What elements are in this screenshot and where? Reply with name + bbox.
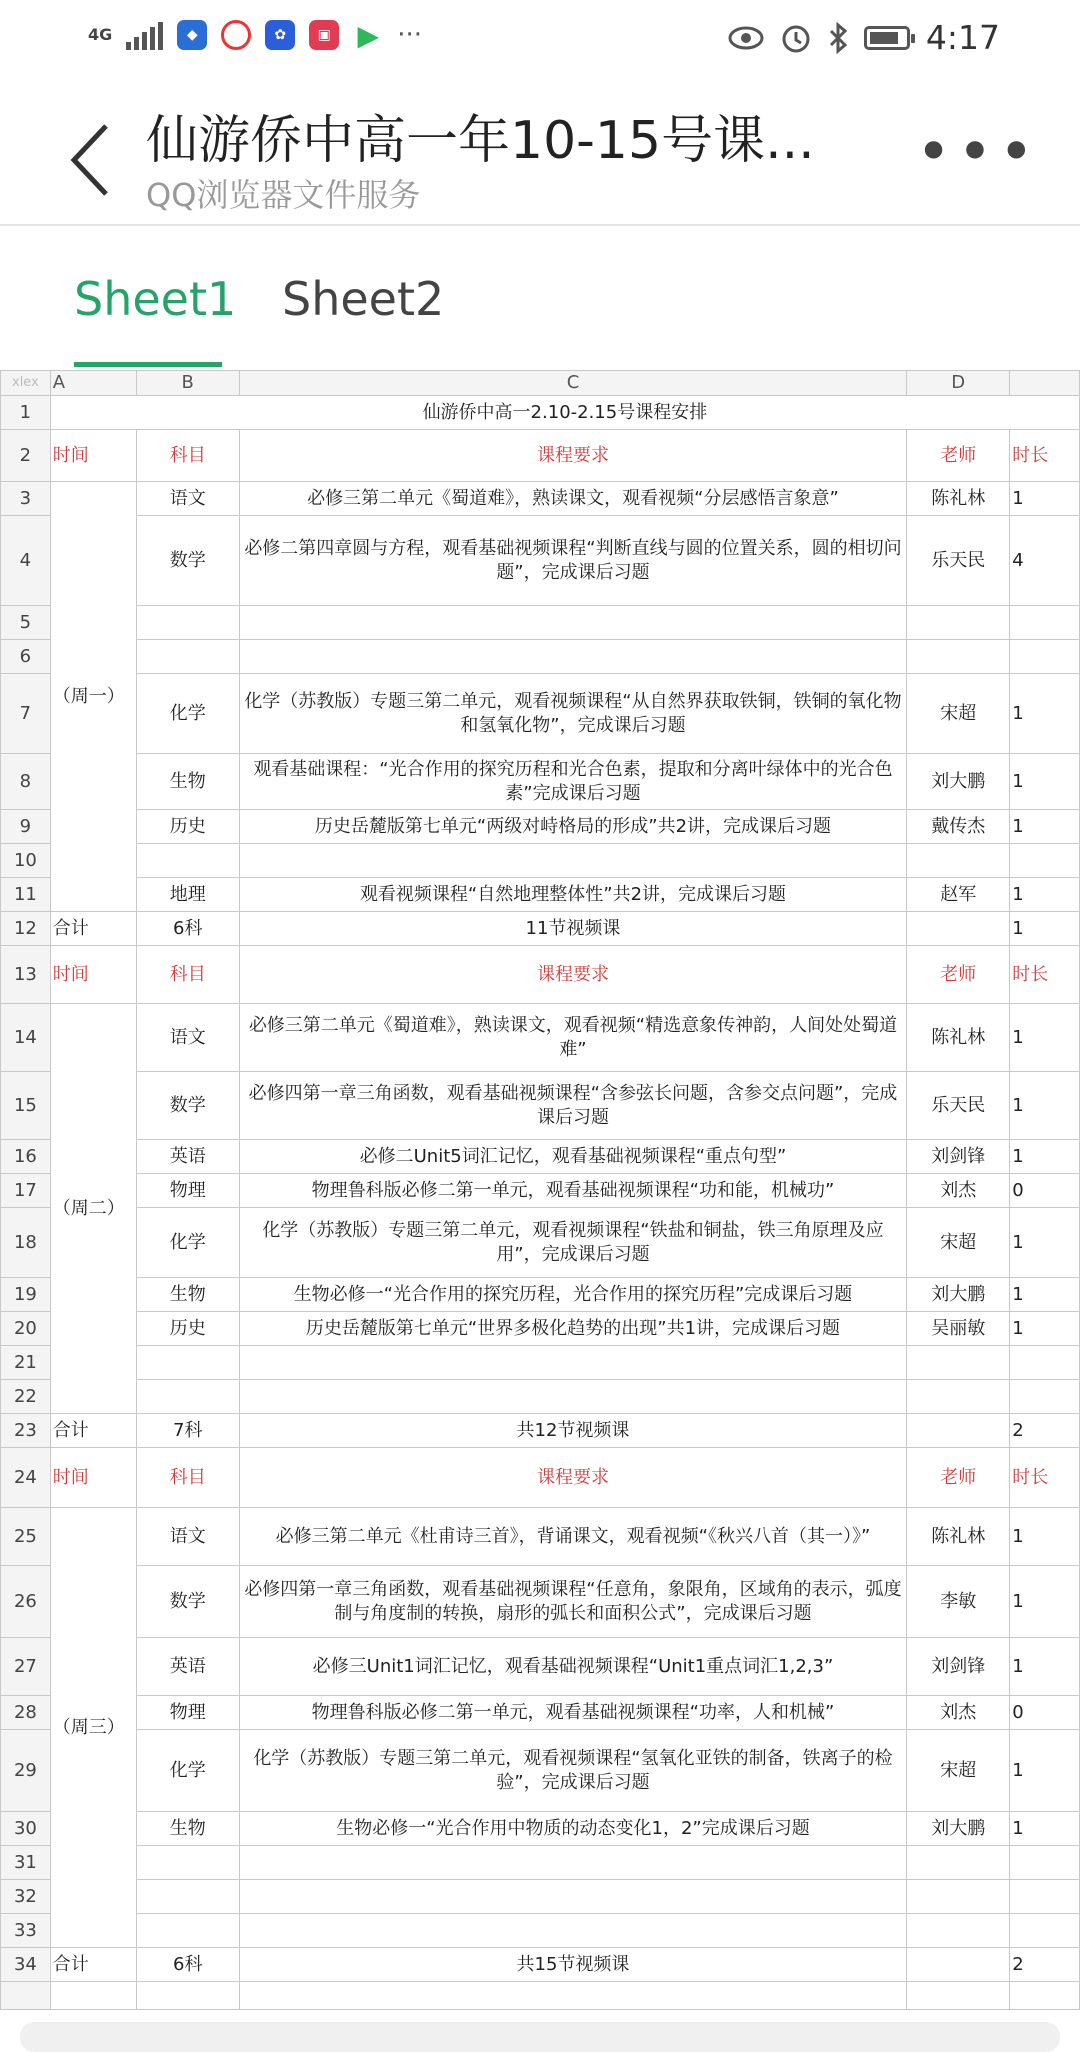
duration-cell[interactable]: 0	[1010, 1174, 1080, 1208]
requirement-cell[interactable]: 必修三第二单元《杜甫诗三首》，背诵课文，观看视频“《秋兴八首（其一）》”	[239, 1508, 906, 1566]
shield-app-icon: ◆	[177, 20, 207, 50]
subject-cell[interactable]: 数学	[136, 516, 239, 606]
requirement-cell[interactable]: 观看视频课程“自然地理整体性”共2讲，完成课后习题	[239, 878, 906, 912]
requirement-cell[interactable]	[239, 1880, 906, 1914]
bottom-bar	[20, 2022, 1060, 2052]
table-row	[1, 1566, 1080, 1638]
subject-cell[interactable]: 化学	[136, 1208, 239, 1278]
empty-cell[interactable]	[50, 1982, 136, 2010]
subject-cell[interactable]: 化学	[136, 674, 239, 754]
header-subject[interactable]: 科目	[136, 946, 239, 1004]
duration-cell[interactable]: 1	[1010, 1312, 1080, 1346]
requirement-cell[interactable]: 观看基础课程：“光合作用的探究历程和光合色素，提取和分离叶绿体中的光合色素”完成课后习题	[239, 754, 906, 810]
table-row	[1, 1346, 1080, 1380]
subject-cell[interactable]: 英语	[136, 1638, 239, 1696]
teacher-cell[interactable]: 赵军	[907, 878, 1010, 912]
subject-cell[interactable]: 6科	[136, 1948, 239, 1982]
row-number[interactable]: 1	[1, 396, 51, 430]
document-title: 仙游侨中高一年10-15号课...	[146, 111, 815, 171]
row-number[interactable]: 8	[1, 754, 51, 810]
row-number[interactable]	[1, 1982, 51, 2010]
table-row	[1, 810, 1080, 844]
eye-icon	[728, 25, 764, 51]
table-row	[1, 1140, 1080, 1174]
requirement-cell[interactable]: 历史岳麓版第七单元“两级对峙格局的形成”共2讲，完成课后习题	[239, 810, 906, 844]
teacher-cell[interactable]: 吴丽敏	[907, 1312, 1010, 1346]
duration-cell[interactable]	[1010, 844, 1080, 878]
duration-cell[interactable]: 1	[1010, 912, 1080, 946]
teacher-cell[interactable]	[907, 912, 1010, 946]
teacher-cell[interactable]: 陈礼林	[907, 1004, 1010, 1072]
duration-cell[interactable]	[1010, 1846, 1080, 1880]
duration-cell[interactable]: 1	[1010, 1508, 1080, 1566]
table-row	[1, 946, 1080, 1004]
subject-cell[interactable]	[136, 1846, 239, 1880]
row-number[interactable]: 31	[1, 1846, 51, 1880]
table-row	[1, 878, 1080, 912]
app-header	[0, 80, 1080, 226]
sheet-title-cell[interactable]: 仙游侨中高一2.10-2.15号课程安排	[50, 396, 1079, 430]
column-header-B[interactable]: B	[136, 371, 239, 396]
day-cell[interactable]: （周一）	[50, 482, 136, 912]
column-header-row	[1, 371, 1080, 396]
duration-cell[interactable]	[1010, 1982, 1080, 2010]
row-number[interactable]: 25	[1, 1508, 51, 1566]
battery-icon	[864, 26, 910, 50]
status-bar	[0, 0, 1080, 80]
row-number[interactable]: 26	[1, 1566, 51, 1638]
row-number[interactable]: 18	[1, 1208, 51, 1278]
teacher-cell[interactable]: 乐天民	[907, 516, 1010, 606]
teacher-cell[interactable]: 刘杰	[907, 1696, 1010, 1730]
table-row	[1, 1948, 1080, 1982]
teacher-cell[interactable]: 陈礼林	[907, 482, 1010, 516]
row-number[interactable]: 21	[1, 1346, 51, 1380]
day-cell[interactable]: （周三）	[50, 1508, 136, 1948]
row-number[interactable]: 14	[1, 1004, 51, 1072]
duration-cell[interactable]: 1	[1010, 1730, 1080, 1812]
teacher-cell[interactable]: 宋超	[907, 674, 1010, 754]
requirement-cell[interactable]: 必修四第一章三角函数，观看基础视频课程“含参弦长问题，含参交点问题”，完成课后习题	[239, 1072, 906, 1140]
subject-cell[interactable]	[136, 1380, 239, 1414]
teacher-cell[interactable]	[907, 844, 1010, 878]
header-duration[interactable]: 时长	[1010, 430, 1080, 482]
duration-cell[interactable]: 1	[1010, 482, 1080, 516]
network-type: 4G	[88, 25, 113, 44]
row-number[interactable]: 29	[1, 1730, 51, 1812]
duration-cell[interactable]: 1	[1010, 1004, 1080, 1072]
subject-cell[interactable]	[136, 1914, 239, 1948]
subject-cell[interactable]	[136, 1982, 239, 2010]
table-row	[1, 844, 1080, 878]
requirement-cell[interactable]: 必修二Unit5词汇记忆，观看基础视频课程“重点句型”	[239, 1140, 906, 1174]
subject-cell[interactable]: 语文	[136, 1004, 239, 1072]
table-row	[1, 1414, 1080, 1448]
duration-cell[interactable]	[1010, 1346, 1080, 1380]
teacher-cell[interactable]	[907, 1880, 1010, 1914]
baidu-app-icon: ✿	[265, 20, 295, 50]
header-requirement[interactable]: 课程要求	[239, 1448, 906, 1508]
teacher-cell[interactable]: 刘大鹏	[907, 1278, 1010, 1312]
subject-cell[interactable]: 物理	[136, 1696, 239, 1730]
column-header-E[interactable]	[1010, 371, 1080, 396]
back-arrow-icon[interactable]	[66, 120, 122, 200]
table-row	[1, 754, 1080, 810]
header-duration[interactable]: 时长	[1010, 946, 1080, 1004]
header-teacher[interactable]: 老师	[907, 946, 1010, 1004]
table-row	[1, 1508, 1080, 1566]
duration-cell[interactable]	[1010, 1880, 1080, 1914]
teacher-cell[interactable]	[907, 1346, 1010, 1380]
teacher-cell[interactable]	[907, 1846, 1010, 1880]
teacher-cell[interactable]: 戴传杰	[907, 810, 1010, 844]
teacher-cell[interactable]: 宋超	[907, 1730, 1010, 1812]
teacher-cell[interactable]: 李敏	[907, 1566, 1010, 1638]
day-cell[interactable]: （周二）	[50, 1004, 136, 1414]
row-number[interactable]: 30	[1, 1812, 51, 1846]
table-row	[1, 430, 1080, 482]
table-row	[1, 912, 1080, 946]
row-number[interactable]: 3	[1, 482, 51, 516]
requirement-cell[interactable]: 历史岳麓版第七单元“世界多极化趋势的出现”共1讲，完成课后习题	[239, 1312, 906, 1346]
subject-cell[interactable]	[136, 844, 239, 878]
table-row	[1, 1208, 1080, 1278]
requirement-cell[interactable]: 必修四第一章三角函数，观看基础视频课程“任意角，象限角，区域角的表示，弧度制与角度制的转换，扇形的弧长和面积公式”，完成课后习题	[239, 1566, 906, 1638]
table-row	[1, 516, 1080, 606]
subject-cell[interactable]: 物理	[136, 1174, 239, 1208]
teacher-cell[interactable]: 刘剑锋	[907, 1638, 1010, 1696]
subject-cell[interactable]: 生物	[136, 754, 239, 810]
requirement-cell[interactable]: 物理鲁科版必修二第一单元，观看基础视频课程“功率，人和机械”	[239, 1696, 906, 1730]
requirement-cell[interactable]: 化学（苏教版）专题三第二单元，观看视频课程“从自然界获取铁铜，铁铜的氧化物和氢氧化物”，完成课后习题	[239, 674, 906, 754]
requirement-cell[interactable]	[239, 1380, 906, 1414]
video-app-icon: ▶	[353, 20, 383, 50]
row-number[interactable]: 4	[1, 516, 51, 606]
header-duration[interactable]: 时长	[1010, 1448, 1080, 1508]
alarm-icon	[780, 22, 812, 54]
duration-cell[interactable]: 1	[1010, 810, 1080, 844]
duration-cell[interactable]	[1010, 1914, 1080, 1948]
table-row	[1, 674, 1080, 754]
row-number[interactable]: 22	[1, 1380, 51, 1414]
subject-cell[interactable]: 英语	[136, 1140, 239, 1174]
subject-cell[interactable]: 6科	[136, 912, 239, 946]
subject-cell[interactable]: 化学	[136, 1730, 239, 1812]
browser-app-icon	[221, 20, 251, 50]
requirement-cell[interactable]: 共12节视频课	[239, 1414, 906, 1448]
requirement-cell[interactable]	[239, 844, 906, 878]
document-subtitle: QQ浏览器文件服务	[146, 176, 421, 214]
teacher-cell[interactable]: 刘大鹏	[907, 754, 1010, 810]
clock: 4:17	[925, 18, 1000, 57]
teacher-cell[interactable]: 宋超	[907, 1208, 1010, 1278]
table-row	[1, 1278, 1080, 1312]
header-subject[interactable]: 科目	[136, 430, 239, 482]
row-number[interactable]: 24	[1, 1448, 51, 1508]
table-row	[1, 640, 1080, 674]
table-row	[1, 1072, 1080, 1140]
header-requirement[interactable]: 课程要求	[239, 946, 906, 1004]
subject-cell[interactable]: 生物	[136, 1812, 239, 1846]
teacher-cell[interactable]: 陈礼林	[907, 1508, 1010, 1566]
requirement-cell[interactable]: 生物必修一“光合作用中物质的动态变化1，2”完成课后习题	[239, 1812, 906, 1846]
row-number[interactable]: 5	[1, 606, 51, 640]
table-row	[1, 1004, 1080, 1072]
duration-cell[interactable]: 1	[1010, 1638, 1080, 1696]
header-subject[interactable]: 科目	[136, 1448, 239, 1508]
sheet-corner: xlex	[1, 371, 51, 396]
requirement-cell[interactable]	[239, 640, 906, 674]
row-number[interactable]: 20	[1, 1312, 51, 1346]
subject-cell[interactable]: 数学	[136, 1566, 239, 1638]
subject-cell[interactable]: 语文	[136, 1508, 239, 1566]
row-number[interactable]: 19	[1, 1278, 51, 1312]
total-label[interactable]: 合计	[50, 1948, 136, 1982]
duration-cell[interactable]: 2	[1010, 1948, 1080, 1982]
table-row	[1, 606, 1080, 640]
teacher-cell[interactable]: 刘杰	[907, 1174, 1010, 1208]
header-teacher[interactable]: 老师	[907, 430, 1010, 482]
row-number[interactable]: 28	[1, 1696, 51, 1730]
subject-cell[interactable]: 数学	[136, 1072, 239, 1140]
header-teacher[interactable]: 老师	[907, 1448, 1010, 1508]
subject-cell[interactable]: 地理	[136, 878, 239, 912]
subject-cell[interactable]: 7科	[136, 1414, 239, 1448]
duration-cell[interactable]	[1010, 1380, 1080, 1414]
subject-cell[interactable]	[136, 1880, 239, 1914]
table-row	[1, 396, 1080, 430]
signal-icon	[126, 20, 163, 50]
duration-cell[interactable]: 4	[1010, 516, 1080, 606]
row-number[interactable]: 27	[1, 1638, 51, 1696]
column-header-D[interactable]: D	[907, 371, 1010, 396]
teacher-cell[interactable]	[907, 1914, 1010, 1948]
requirement-cell[interactable]	[239, 1982, 906, 2010]
row-number[interactable]: 6	[1, 640, 51, 674]
total-label[interactable]: 合计	[50, 1414, 136, 1448]
duration-cell[interactable]	[1010, 640, 1080, 674]
requirement-cell[interactable]: 必修三第二单元《蜀道难》，熟读课文，观看视频“精选意象传神韵，人间处处蜀道难”	[239, 1004, 906, 1072]
row-number[interactable]: 32	[1, 1880, 51, 1914]
table-row	[1, 1880, 1080, 1914]
teacher-cell[interactable]: 刘大鹏	[907, 1812, 1010, 1846]
requirement-cell[interactable]: 生物必修一“光合作用的探究历程，光合作用的探究历程”完成课后习题	[239, 1278, 906, 1312]
teacher-cell[interactable]	[907, 606, 1010, 640]
teacher-cell[interactable]	[907, 640, 1010, 674]
row-number[interactable]: 33	[1, 1914, 51, 1948]
tab-sheet2[interactable]: Sheet2	[282, 272, 445, 326]
duration-cell[interactable]: 1	[1010, 1566, 1080, 1638]
table-row	[1, 1730, 1080, 1812]
spreadsheet-grid[interactable]	[0, 370, 1080, 2022]
subject-cell[interactable]: 语文	[136, 482, 239, 516]
table-row	[1, 1638, 1080, 1696]
duration-cell[interactable]: 1	[1010, 1812, 1080, 1846]
requirement-cell[interactable]	[239, 1914, 906, 1948]
requirement-cell[interactable]	[239, 606, 906, 640]
row-number[interactable]: 11	[1, 878, 51, 912]
table-row	[1, 1380, 1080, 1414]
row-number[interactable]: 9	[1, 810, 51, 844]
table-row	[1, 482, 1080, 516]
duration-cell[interactable]: 1	[1010, 754, 1080, 810]
table-row	[1, 1812, 1080, 1846]
subject-cell[interactable]	[136, 640, 239, 674]
row-number[interactable]: 10	[1, 844, 51, 878]
teacher-cell[interactable]: 刘剑锋	[907, 1140, 1010, 1174]
row-number[interactable]: 15	[1, 1072, 51, 1140]
total-label[interactable]: 合计	[50, 912, 136, 946]
weibo-app-icon: ▣	[309, 20, 339, 50]
duration-cell[interactable]: 1	[1010, 1140, 1080, 1174]
more-options-icon[interactable]: •••	[915, 117, 1040, 187]
requirement-cell[interactable]: 化学（苏教版）专题三第二单元，观看视频课程“氢氧化亚铁的制备，铁离子的检验”，完成课后习题	[239, 1730, 906, 1812]
active-tab-indicator	[74, 362, 222, 367]
duration-cell[interactable]: 2	[1010, 1414, 1080, 1448]
row-number[interactable]: 12	[1, 912, 51, 946]
column-header-C[interactable]: C	[239, 371, 906, 396]
duration-cell[interactable]: 1	[1010, 674, 1080, 754]
table-row	[1, 1846, 1080, 1880]
duration-cell[interactable]: 1	[1010, 1278, 1080, 1312]
table-row	[1, 1448, 1080, 1508]
requirement-cell[interactable]	[239, 1846, 906, 1880]
subject-cell[interactable]: 生物	[136, 1278, 239, 1312]
header-time[interactable]: 时间	[50, 430, 136, 482]
requirement-cell[interactable]: 必修二第四章圆与方程，观看基础视频课程“判断直线与圆的位置关系，圆的相切问题”，完成课后习题	[239, 516, 906, 606]
header-time[interactable]: 时间	[50, 946, 136, 1004]
header-requirement[interactable]: 课程要求	[239, 430, 906, 482]
requirement-cell[interactable]: 物理鲁科版必修二第一单元，观看基础视频课程“功和能，机械功”	[239, 1174, 906, 1208]
teacher-cell[interactable]: 乐天民	[907, 1072, 1010, 1140]
subject-cell[interactable]: 历史	[136, 810, 239, 844]
duration-cell[interactable]: 0	[1010, 1696, 1080, 1730]
subject-cell[interactable]	[136, 1346, 239, 1380]
table-row	[1, 1982, 1080, 2010]
column-header-A[interactable]: A	[50, 371, 136, 396]
requirement-cell[interactable]: 必修三第二单元《蜀道难》，熟读课文，观看视频“分层感悟言象意”	[239, 482, 906, 516]
requirement-cell[interactable]: 共15节视频课	[239, 1948, 906, 1982]
duration-cell[interactable]: 1	[1010, 1072, 1080, 1140]
header-time[interactable]: 时间	[50, 1448, 136, 1508]
table-row	[1, 1312, 1080, 1346]
table-row	[1, 1696, 1080, 1730]
teacher-cell[interactable]	[907, 1380, 1010, 1414]
teacher-cell[interactable]	[907, 1982, 1010, 2010]
duration-cell[interactable]: 1	[1010, 1208, 1080, 1278]
sheet-table	[0, 370, 1080, 2010]
duration-cell[interactable]: 1	[1010, 878, 1080, 912]
duration-cell[interactable]	[1010, 606, 1080, 640]
teacher-cell[interactable]	[907, 1414, 1010, 1448]
subject-cell[interactable]: 历史	[136, 1312, 239, 1346]
row-number[interactable]: 23	[1, 1414, 51, 1448]
tab-sheet1[interactable]: Sheet1	[74, 272, 237, 326]
teacher-cell[interactable]	[907, 1948, 1010, 1982]
row-number[interactable]: 7	[1, 674, 51, 754]
more-icon: ···	[397, 20, 423, 50]
requirement-cell[interactable]: 必修三Unit1词汇记忆，观看基础视频课程“Unit1重点词汇1,2,3”	[239, 1638, 906, 1696]
subject-cell[interactable]	[136, 606, 239, 640]
row-number[interactable]: 13	[1, 946, 51, 1004]
row-number[interactable]: 34	[1, 1948, 51, 1982]
sheet-tabs	[0, 226, 1080, 370]
bluetooth-icon	[828, 22, 848, 54]
requirement-cell[interactable]: 11节视频课	[239, 912, 906, 946]
requirement-cell[interactable]	[239, 1346, 906, 1380]
row-number[interactable]: 16	[1, 1140, 51, 1174]
table-row	[1, 1174, 1080, 1208]
table-row	[1, 1914, 1080, 1948]
requirement-cell[interactable]: 化学（苏教版）专题三第二单元，观看视频课程“铁盐和铜盐，铁三角原理及应用”，完成课后习题	[239, 1208, 906, 1278]
row-number[interactable]: 2	[1, 430, 51, 482]
row-number[interactable]: 17	[1, 1174, 51, 1208]
